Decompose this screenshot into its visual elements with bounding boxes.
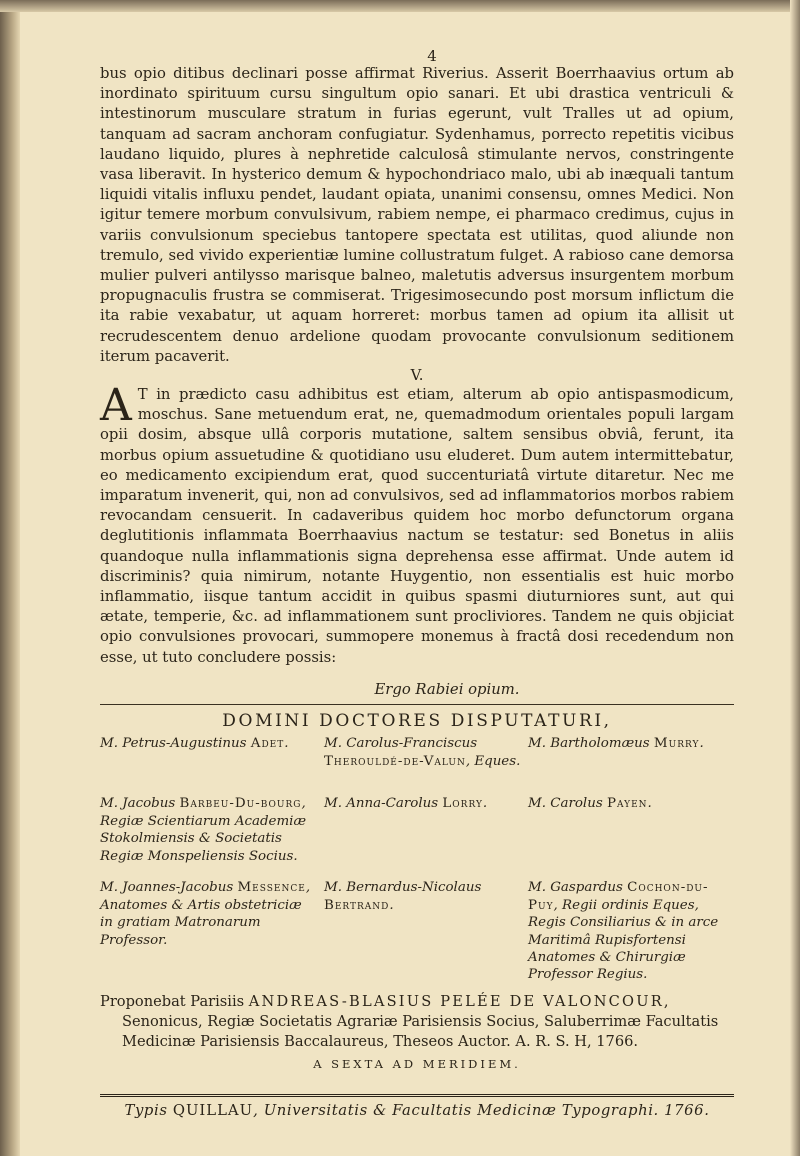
doctor-entry — [324, 795, 528, 879]
double-rule — [100, 1094, 734, 1097]
paragraph-2-text: T in prædicto casu adhibitus est etiam, alterum ab opio antispasmodicum, moschus. Sane metuendum erat, ne, quemadmodum orientales populi largam opii dosim, absque ullâ corporis mutatione, saltem sensibus obviâ, ferunt, ita morbus opium assuetudine & quotidiano usu eluderet. Dum autem intermittebatur, eo medicamento excipiendum erat, quod succenturiatâ virtute ditaretur. Nec me imparatum invenerit, qui, non ad convulsivos, sed ad inflammatorios morbos rabiem revocandam censuerit. In cadaveribus quidem hoc morbo defunctorum organa deglutitionis inflammata Boerrhaavius nactum se testatur: sed Bonetus in aliis quandoque nulla inflammationis signa deprehensa esse affirmat. Unde autem id discriminis? quia nimirum, notante Huygentio, non essentialis est huic morbo inflammatio, iisque tantum accidit in quibus spasmi diuturniores sunt, aut qui ætate, temperie, &c. ad inflammationem sunt procliviores. Tandem ne quis objiciat opio convulsiones provocari, summopere monemus à fractâ dosi recedendum non esse, ut tuto concludere possis: — [100, 386, 734, 666]
doctor-prefix: M. — [100, 736, 118, 752]
doctors-grid — [100, 735, 734, 983]
doctor-surname: Barbeu-Du-bourg — [179, 796, 302, 812]
section-number: V. — [410, 367, 424, 385]
doctor-surname: Lorry — [442, 796, 483, 812]
doctor-entry — [528, 735, 734, 795]
doctor-prefix: M. — [100, 796, 118, 812]
page-top-edge — [0, 0, 800, 12]
doctor-prefix: M. — [324, 736, 342, 752]
doctor-name: Carolus — [550, 796, 603, 812]
doctor-suffix: . — [284, 736, 289, 752]
doctor-suffix: , Regii ordinis Eques, Regis Consiliarius & in arce Maritimâ Rupisfortensi Anatomes & Chirurgiæ Professor Regius. — [528, 897, 719, 983]
document-page — [100, 48, 734, 1148]
doctor-surname: Messence — [237, 880, 306, 896]
doctor-surname: Bertrand — [324, 897, 390, 913]
doctor-entry — [100, 879, 324, 983]
doctor-suffix: . — [389, 897, 394, 913]
doctor-entry — [324, 735, 528, 795]
doctor-suffix: . — [647, 796, 652, 812]
doctor-name: Bernardus-Nicolaus — [346, 880, 482, 896]
paragraph-2 — [100, 380, 734, 668]
doctor-name: Joannes-Jacobus — [122, 880, 234, 896]
doctor-surname: Cochon-du-Puy — [528, 880, 709, 913]
footer-time: A SEXTA AD MERIDIEM. — [313, 1056, 521, 1071]
doctor-name: Carolus-Franciscus — [346, 736, 478, 752]
doctor-suffix: , Anatomes & Artis obstetriciæ in gratiam Matronarum Professor. — [100, 880, 311, 948]
doctor-surname: Payen — [606, 796, 648, 812]
doctor-surname: Adet — [250, 736, 285, 752]
paragraph-1: bus opio ditibus declinari posse affirmat Riverius. Asserit Boerrhaavius ortum ab inordinato spirituum cursu singultum opio sanari. Et ubi drastica ventriculi & intestinorum musculare stratum in furias egerunt, vult Tralles ut ad opium, tanquam ad sacram anchoram confugiatur. Sydenhamus, porrecto repetitis vicibus laudano liquido, plures à nephretide calculosâ stimulante nervos, constringente vasa liberavit. In hysterico demum & hypochondriaco malo, ubi ab inæquali tantum liquidi vitalis influxu pendet, laudant opiata, unanimi consensu, omnes Medici. Non igitur temere morbum convulsivum, rabiem nempe, ei pharmaco credimus, cujus in variis convulsionum speciebus tantopere spectata est utilitas, quod aliunde non tremulo, sed vivido experientiæ lumine collustratum fulget. A rabioso cane demorsa mulier pulveri antilysso marisque balneo, maletutis adversus insurgentem morbum propugnaculis frustra se commiserat. Trigesimosecundo post morsum inflictum die ita rabie vexabatur, ut aquam horreret: morbus tamen ad opium ita allisit ut recrudescentem denuo ardelione quodam provocante convulsionum seditionem iterum pacaverit. — [100, 65, 734, 365]
doctor-prefix: M. — [324, 796, 342, 812]
doctor-suffix: . — [699, 736, 704, 752]
printer-name: QUILLAU — [172, 1101, 254, 1119]
footer-line-3: Medicinæ Parisiensis Baccalaureus, Theseos Auctor. A. R. S. H, 1766. — [122, 1032, 639, 1050]
doctor-name: Gaspardus — [550, 880, 623, 896]
footer-author-line — [100, 992, 734, 1012]
doctor-entry — [100, 795, 324, 879]
conclusion: Ergo Rabiei opium. — [374, 680, 520, 698]
doctors-heading: DOMINI DOCTORES DISPUTATURI, — [222, 711, 612, 732]
page-number: 4 — [427, 47, 437, 65]
doctor-entry — [528, 795, 734, 879]
doctor-prefix: M. — [528, 796, 546, 812]
doctor-prefix: M. — [324, 880, 342, 896]
doctor-name: Anna-Carolus — [346, 796, 439, 812]
doctor-name: Jacobus — [122, 796, 176, 812]
footer-author: ANDREAS-BLASIUS PELÉE DE VALONCOUR, — [248, 992, 671, 1010]
separator-rule — [100, 704, 734, 705]
doctor-prefix: M. — [528, 880, 546, 896]
doctor-suffix: , Eques. — [465, 753, 521, 769]
doctor-prefix: M. — [528, 736, 546, 752]
printer-line — [100, 1101, 734, 1121]
doctor-entry — [528, 879, 734, 983]
printer-lead: Typis — [124, 1101, 168, 1119]
book-binding-edge — [0, 0, 20, 1156]
doctor-suffix: , Regiæ Scientiarum Academiæ Stokolmiensis & Societatis Regiæ Monspeliensis Socius. — [100, 796, 307, 864]
doctor-name: Petrus-Augustinus — [122, 736, 247, 752]
footer-lead: Proponebat Parisiis — [100, 992, 245, 1010]
doctor-suffix: . — [482, 796, 488, 812]
thesis-footer — [100, 992, 734, 1074]
doctor-prefix: M. — [100, 880, 118, 896]
doctor-entry — [100, 735, 324, 795]
footer-line-2: Senonicus, Regiæ Societatis Agrariæ Parisiensis Socius, Saluberrimæ Facultatis — [122, 1012, 719, 1030]
doctor-entry — [324, 879, 528, 983]
page-right-edge — [790, 0, 800, 1156]
drop-cap: A — [100, 380, 132, 432]
doctor-surname: Murry — [653, 736, 700, 752]
printer-rest: , Universitatis & Facultatis Medicinæ Typographi. 1766. — [253, 1101, 710, 1119]
doctor-name: Bartholomæus — [550, 736, 650, 752]
doctor-surname: Therouldé-de-Valun — [324, 753, 466, 769]
